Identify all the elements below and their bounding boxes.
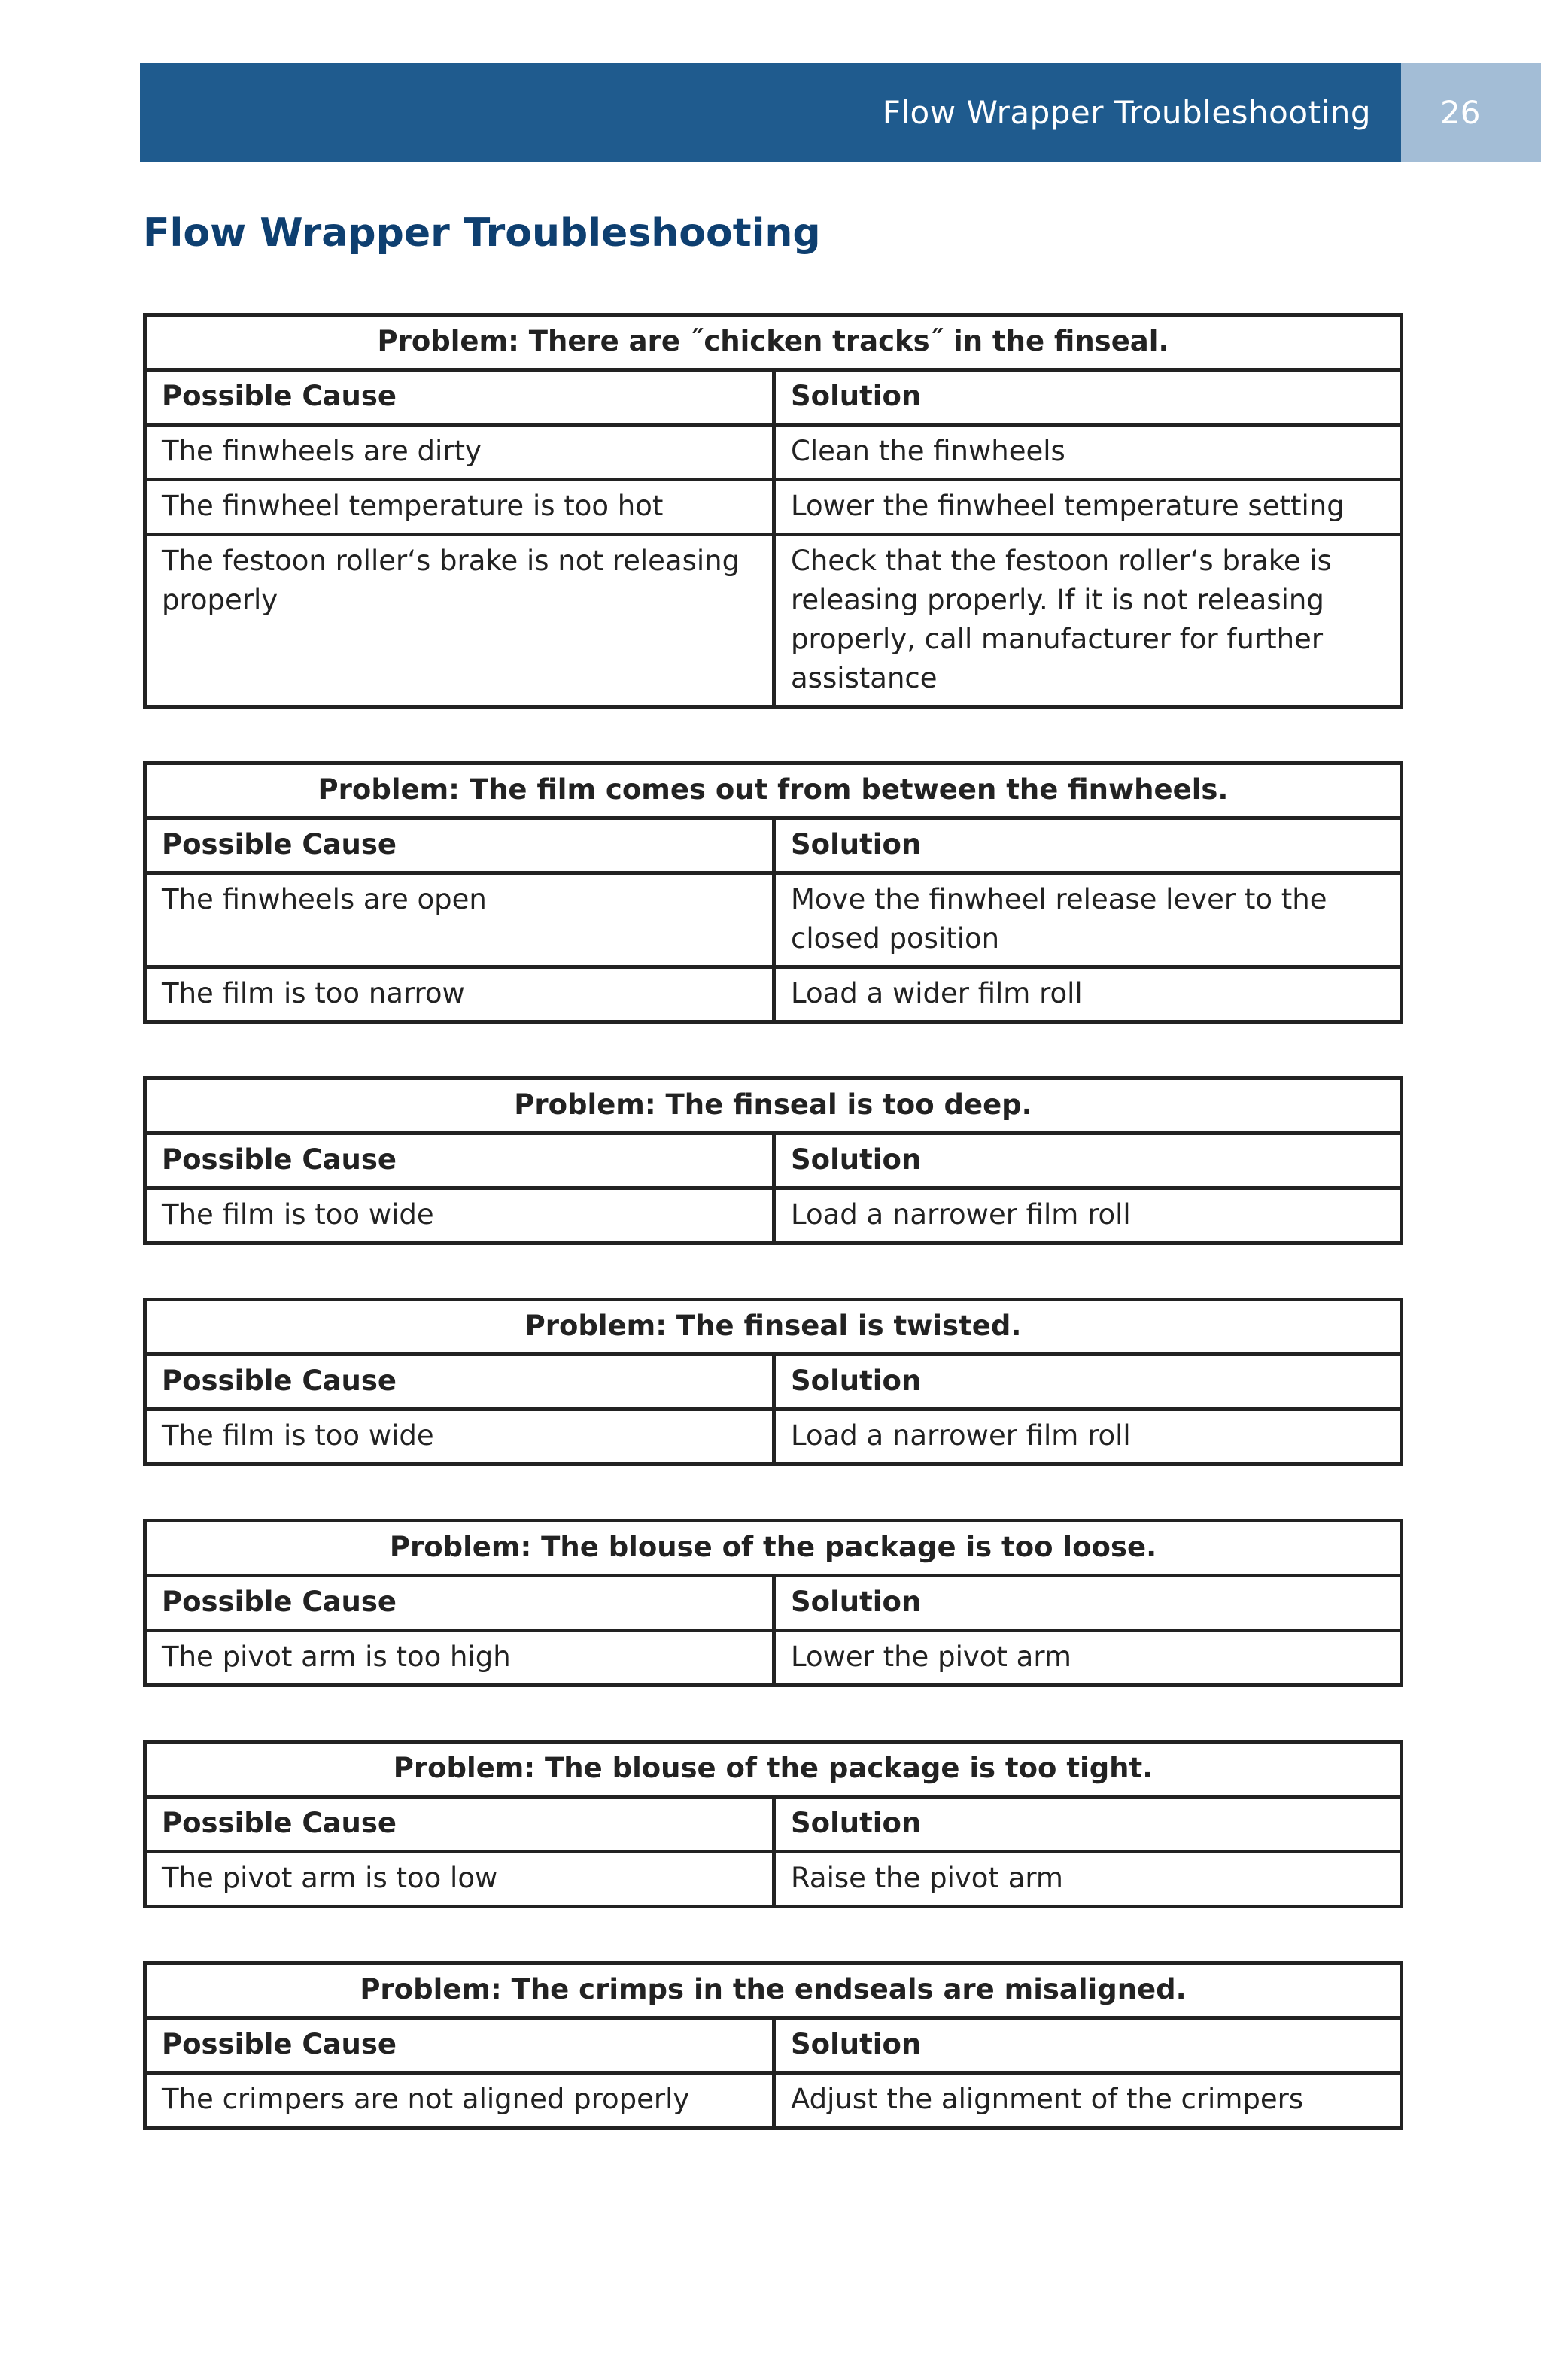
header-title: Flow Wrapper Troubleshooting xyxy=(882,94,1371,131)
column-header-row xyxy=(145,1797,1402,1852)
solution-cell: Load a narrower film roll xyxy=(774,1410,1402,1465)
problem-heading: Problem: The crimps in the endseals are misaligned. xyxy=(145,1963,1402,2018)
problem-row xyxy=(145,1079,1402,1134)
possible-cause-header: Possible Cause xyxy=(145,1134,774,1188)
table-row xyxy=(145,2073,1402,2128)
problem-row xyxy=(145,763,1402,818)
problem-heading: Problem: The blouse of the package is too loose. xyxy=(145,1521,1402,1576)
table-row xyxy=(145,1188,1402,1243)
page-number: 26 xyxy=(1440,94,1481,131)
troubleshooting-tables xyxy=(143,313,1400,2182)
solution-cell: Adjust the alignment of the crimpers xyxy=(774,2073,1402,2128)
cause-cell: The finwheels are dirty xyxy=(145,425,774,480)
problem-row xyxy=(145,1521,1402,1576)
solution-header: Solution xyxy=(774,1134,1402,1188)
cause-cell: The crimpers are not aligned properly xyxy=(145,2073,774,2128)
solution-cell: Check that the festoon roller‘s brake is releasing properly. If it is not releasing properly, call manufacturer for further assistance xyxy=(774,535,1402,707)
solution-header: Solution xyxy=(774,1576,1402,1631)
table-row xyxy=(145,425,1402,480)
troubleshooting-table xyxy=(143,1519,1403,1687)
column-header-row xyxy=(145,818,1402,873)
solution-header: Solution xyxy=(774,370,1402,425)
table-row xyxy=(145,535,1402,707)
solution-header: Solution xyxy=(774,1797,1402,1852)
table-row xyxy=(145,967,1402,1022)
column-header-row xyxy=(145,1576,1402,1631)
cause-cell: The finwheels are open xyxy=(145,873,774,967)
column-header-row xyxy=(145,370,1402,425)
possible-cause-header: Possible Cause xyxy=(145,370,774,425)
cause-cell: The pivot arm is too high xyxy=(145,1631,774,1686)
possible-cause-header: Possible Cause xyxy=(145,818,774,873)
solution-cell: Clean the finwheels xyxy=(774,425,1402,480)
troubleshooting-table xyxy=(143,761,1403,1024)
solution-cell: Lower the finwheel temperature setting xyxy=(774,480,1402,535)
cause-cell: The festoon roller‘s brake is not releasing properly xyxy=(145,535,774,707)
solution-cell: Load a wider film roll xyxy=(774,967,1402,1022)
cause-cell: The film is too wide xyxy=(145,1410,774,1465)
possible-cause-header: Possible Cause xyxy=(145,1797,774,1852)
problem-row xyxy=(145,1300,1402,1355)
problem-heading: Problem: The finseal is twisted. xyxy=(145,1300,1402,1355)
solution-header: Solution xyxy=(774,2018,1402,2073)
solution-cell: Raise the pivot arm xyxy=(774,1852,1402,1907)
possible-cause-header: Possible Cause xyxy=(145,2018,774,2073)
problem-heading: Problem: The blouse of the package is too tight. xyxy=(145,1742,1402,1797)
troubleshooting-table xyxy=(143,1076,1403,1245)
problem-heading: Problem: The finseal is too deep. xyxy=(145,1079,1402,1134)
table-row xyxy=(145,1410,1402,1465)
problem-row xyxy=(145,315,1402,370)
solution-cell: Move the finwheel release lever to the closed position xyxy=(774,873,1402,967)
column-header-row xyxy=(145,1355,1402,1410)
table-row xyxy=(145,873,1402,967)
table-row xyxy=(145,1631,1402,1686)
column-header-row xyxy=(145,1134,1402,1188)
solution-header: Solution xyxy=(774,1355,1402,1410)
table-row xyxy=(145,1852,1402,1907)
problem-heading: Problem: The film comes out from between the finwheels. xyxy=(145,763,1402,818)
solution-cell: Load a narrower film roll xyxy=(774,1188,1402,1243)
possible-cause-header: Possible Cause xyxy=(145,1576,774,1631)
page-number-tab xyxy=(1401,63,1541,162)
problem-heading: Problem: There are ˝chicken tracks˝ in the finseal. xyxy=(145,315,1402,370)
problem-row xyxy=(145,1963,1402,2018)
cause-cell: The pivot arm is too low xyxy=(145,1852,774,1907)
solution-header: Solution xyxy=(774,818,1402,873)
troubleshooting-table xyxy=(143,1961,1403,2130)
table-row xyxy=(145,480,1402,535)
troubleshooting-table xyxy=(143,1740,1403,1908)
cause-cell: The finwheel temperature is too hot xyxy=(145,480,774,535)
cause-cell: The film is too narrow xyxy=(145,967,774,1022)
troubleshooting-table xyxy=(143,313,1403,709)
header-band xyxy=(140,63,1401,162)
possible-cause-header: Possible Cause xyxy=(145,1355,774,1410)
problem-row xyxy=(145,1742,1402,1797)
solution-cell: Lower the pivot arm xyxy=(774,1631,1402,1686)
cause-cell: The film is too wide xyxy=(145,1188,774,1243)
page-title: Flow Wrapper Troubleshooting xyxy=(143,211,821,256)
column-header-row xyxy=(145,2018,1402,2073)
troubleshooting-table xyxy=(143,1298,1403,1466)
